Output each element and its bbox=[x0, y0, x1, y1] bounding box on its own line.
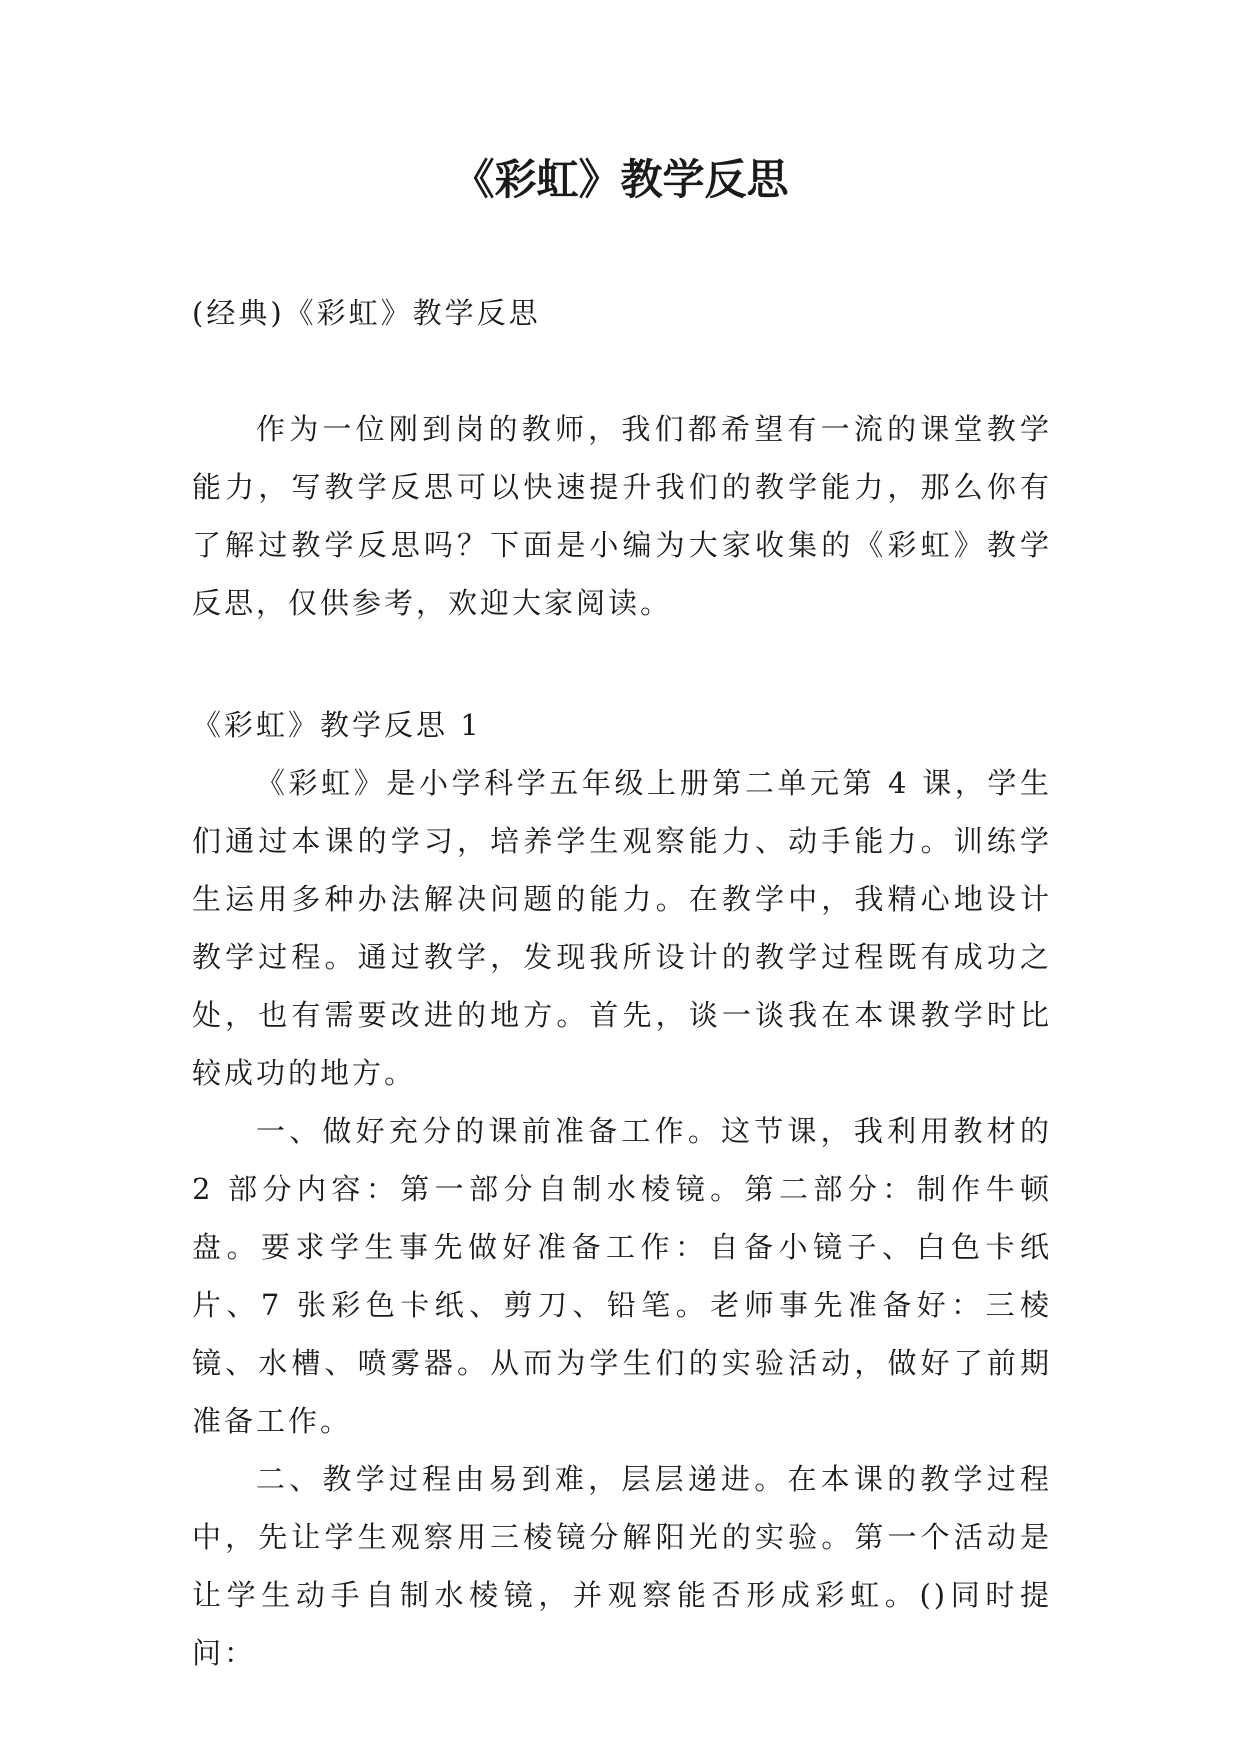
body-paragraph: 二、教学过程由易到难，层层递进。在本课的教学过程中，先让学生观察用三棱镜分解阳光的实验。第一个活动是让学生动手自制水棱镜，并观察能否形成彩虹。()同时提问： bbox=[192, 1462, 1052, 1670]
document-title: 《彩虹》教学反思 bbox=[452, 155, 789, 204]
body-paragraph: 《彩虹》是小学科学五年级上册第二单元第 4 课，学生们通过本课的学习，培养学生观察能力、动手能力。训练学生运用多种办法解决问题的能力。在教学中，我精心地设计教学过程。通过教学，发现我所设计的教学过程既有成功之处，也有需要改进的地方。首先，谈一谈我在本课教学时比较成功的地方。 bbox=[192, 766, 1052, 1090]
document-subtitle: (经典)《彩虹》教学反思 bbox=[192, 296, 541, 330]
document-body bbox=[192, 290, 1052, 1682]
body-paragraph: 一、做好充分的课前准备工作。这节课，我利用教材的 2 部分内容：第一部分自制水棱镜。第二部分：制作牛顿盘。要求学生事先做好准备工作：自备小镜子、白色卡纸片、7 张彩色卡纸、剪刀、铅笔。老师事先准备好：三棱镜、水槽、喷雾器。从而为学生们的实验活动，做好了前期准备工作。 bbox=[192, 1114, 1052, 1438]
section-heading: 《彩虹》教学反思 1 bbox=[192, 708, 482, 742]
intro-paragraph: 作为一位刚到岗的教师，我们都希望有一流的课堂教学能力，写教学反思可以快速提升我们的教学能力，那么你有了解过教学反思吗？下面是小编为大家收集的《彩虹》教学反思，仅供参考，欢迎大家阅读。 bbox=[192, 412, 1052, 620]
